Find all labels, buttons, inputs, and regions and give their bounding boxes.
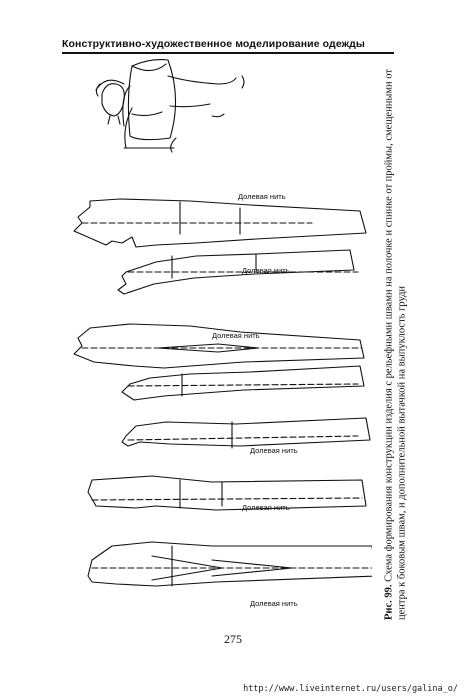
figure-caption xyxy=(372,56,420,624)
header-rule xyxy=(62,52,394,54)
source-url: http://www.liveinternet.ru/users/galina_o/ xyxy=(243,684,458,694)
pattern-piece-6 xyxy=(88,542,372,586)
model-sketch xyxy=(96,60,244,152)
grain-line-label: Долевая нить xyxy=(242,503,290,512)
running-header: Конструктивно-художественное моделирование одежды xyxy=(62,38,365,50)
pattern-piece-1 xyxy=(74,199,366,247)
caption-text: Схема формирования конструкции изделия с рельефными швами на полочке и спинке от проймы, смещенными от центра к боковым швам, и дополнительной вытачкой на выпуклость груди xyxy=(383,69,407,620)
grain-line-label: Долевая нить xyxy=(250,599,298,608)
grain-line-label: Долевая нить xyxy=(250,446,298,455)
page-number: 275 xyxy=(224,632,242,646)
pattern-drawing xyxy=(62,56,372,626)
pattern-piece-5 xyxy=(88,476,366,510)
caption-number: Рис. 99. xyxy=(383,584,395,620)
grain-line-label: Долевая нить xyxy=(238,192,286,201)
pattern-figure xyxy=(62,56,372,626)
grain-line-label: Долевая нить xyxy=(212,331,260,340)
pattern-piece-4 xyxy=(122,418,370,448)
pattern-piece-2 xyxy=(118,250,358,294)
grain-line-label: Долевая нить xyxy=(242,266,290,275)
